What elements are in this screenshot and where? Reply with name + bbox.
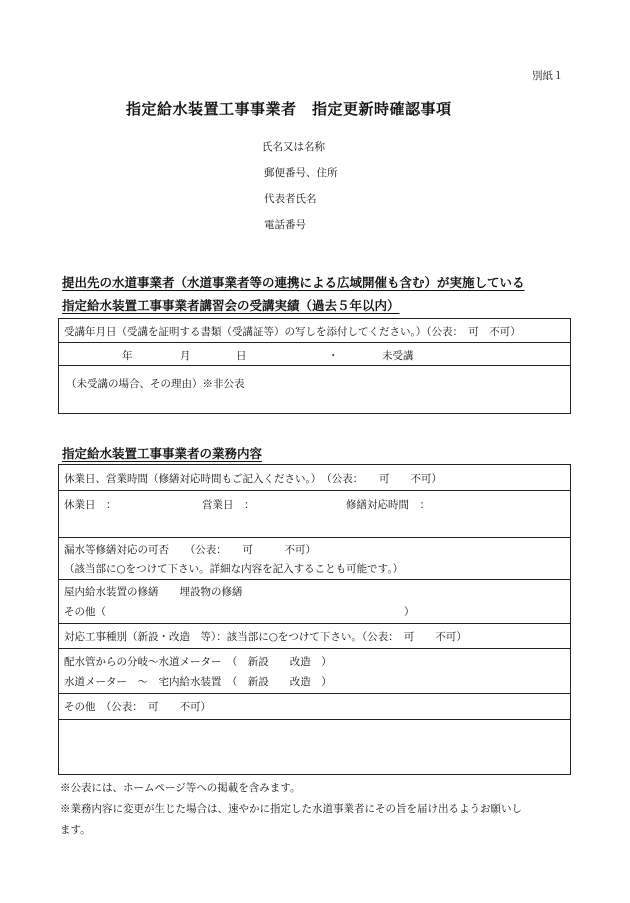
business-divider-2 <box>58 537 571 538</box>
training-separator: ・ <box>328 350 339 362</box>
applicant-representative-label: 代表者氏名 <box>264 193 317 205</box>
applicant-address-label: 郵便番号、住所 <box>264 167 338 179</box>
note-change-line1: ※業務内容に変更が生じた場合は、速やかに指定した水道事業者にその旨を届け出るようお願いし <box>60 803 522 815</box>
business-divider-5 <box>58 648 571 649</box>
training-month-label: 月 <box>180 350 191 362</box>
business-hours-row: 休業日、営業時間（修繕対応時間もご記入ください。） （公表： 可 不可） <box>64 473 442 485</box>
work-type-meter-to-house: 水道メーター ～ 宅内給水装置 （ 新設 改造 ） <box>64 676 332 688</box>
note-publication: ※公表には、ホームページ等への掲載を含みます。 <box>60 782 301 794</box>
work-type-main-branch: 配水管からの分岐～水道メーター （ 新設 改造 ） <box>64 656 332 668</box>
leak-repair-note: （該当部に○をつけて下さい。詳細な内容を記入することも可能です。） <box>64 563 404 575</box>
repair-hours-label: 修繕対応時間 ： <box>346 499 430 511</box>
business-days-label: 営業日 ： <box>202 499 255 511</box>
business-divider-4 <box>58 623 571 624</box>
leak-repair-row: 漏水等修繕対応の可否 （公表： 可 不可） <box>64 544 316 556</box>
other-close-paren: ） <box>404 606 415 618</box>
training-day-label: 日 <box>236 350 247 362</box>
page-title: 指定給水装置工事事業者 指定更新時確認事項 <box>126 100 452 118</box>
training-heading-line1: 提出先の水道事業者（水道事業者等の連携による広域開催も含む）が実施している <box>62 275 525 290</box>
business-table <box>58 464 571 775</box>
training-not-attended-option[interactable]: 未受講 <box>382 350 414 362</box>
business-heading: 指定給水装置工事事業者の業務内容 <box>62 446 263 461</box>
training-heading-line2: 指定給水装置工事事業者講習会の受講実績（過去５年以内） <box>62 298 400 313</box>
other-work-row: その他 （公表： 可 不可） <box>64 701 211 713</box>
business-divider-3 <box>58 579 571 580</box>
training-year-label: 年 <box>122 350 133 362</box>
other-open-label: その他（ <box>64 606 106 618</box>
note-change-line2: ます。 <box>60 824 91 836</box>
applicant-phone-label: 電話番号 <box>264 219 306 231</box>
indoor-repair-options: 屋内給水装置の修繕 埋設物の修繕 <box>64 586 243 598</box>
work-type-row: 対応工事種別（新設・改造 等）：該当部に○をつけて下さい。（公表： 可 不可） <box>64 631 467 643</box>
training-date-row: 受講年月日（受講を証明する書類（受講証等）の写しを添付してください。）（公表： 可 不可） <box>64 326 521 338</box>
training-divider-1 <box>58 342 571 343</box>
business-divider-6 <box>58 693 571 694</box>
training-divider-2 <box>58 365 571 366</box>
applicant-name-label: 氏名又は名称 <box>262 141 325 153</box>
business-divider-1 <box>58 490 571 491</box>
holiday-label: 休業日 ： <box>64 499 117 511</box>
attachment-label: 別紙１ <box>532 70 564 82</box>
training-reason-field[interactable]: （未受講の場合、その理由）※非公表 <box>66 378 245 390</box>
business-divider-7 <box>58 719 571 720</box>
